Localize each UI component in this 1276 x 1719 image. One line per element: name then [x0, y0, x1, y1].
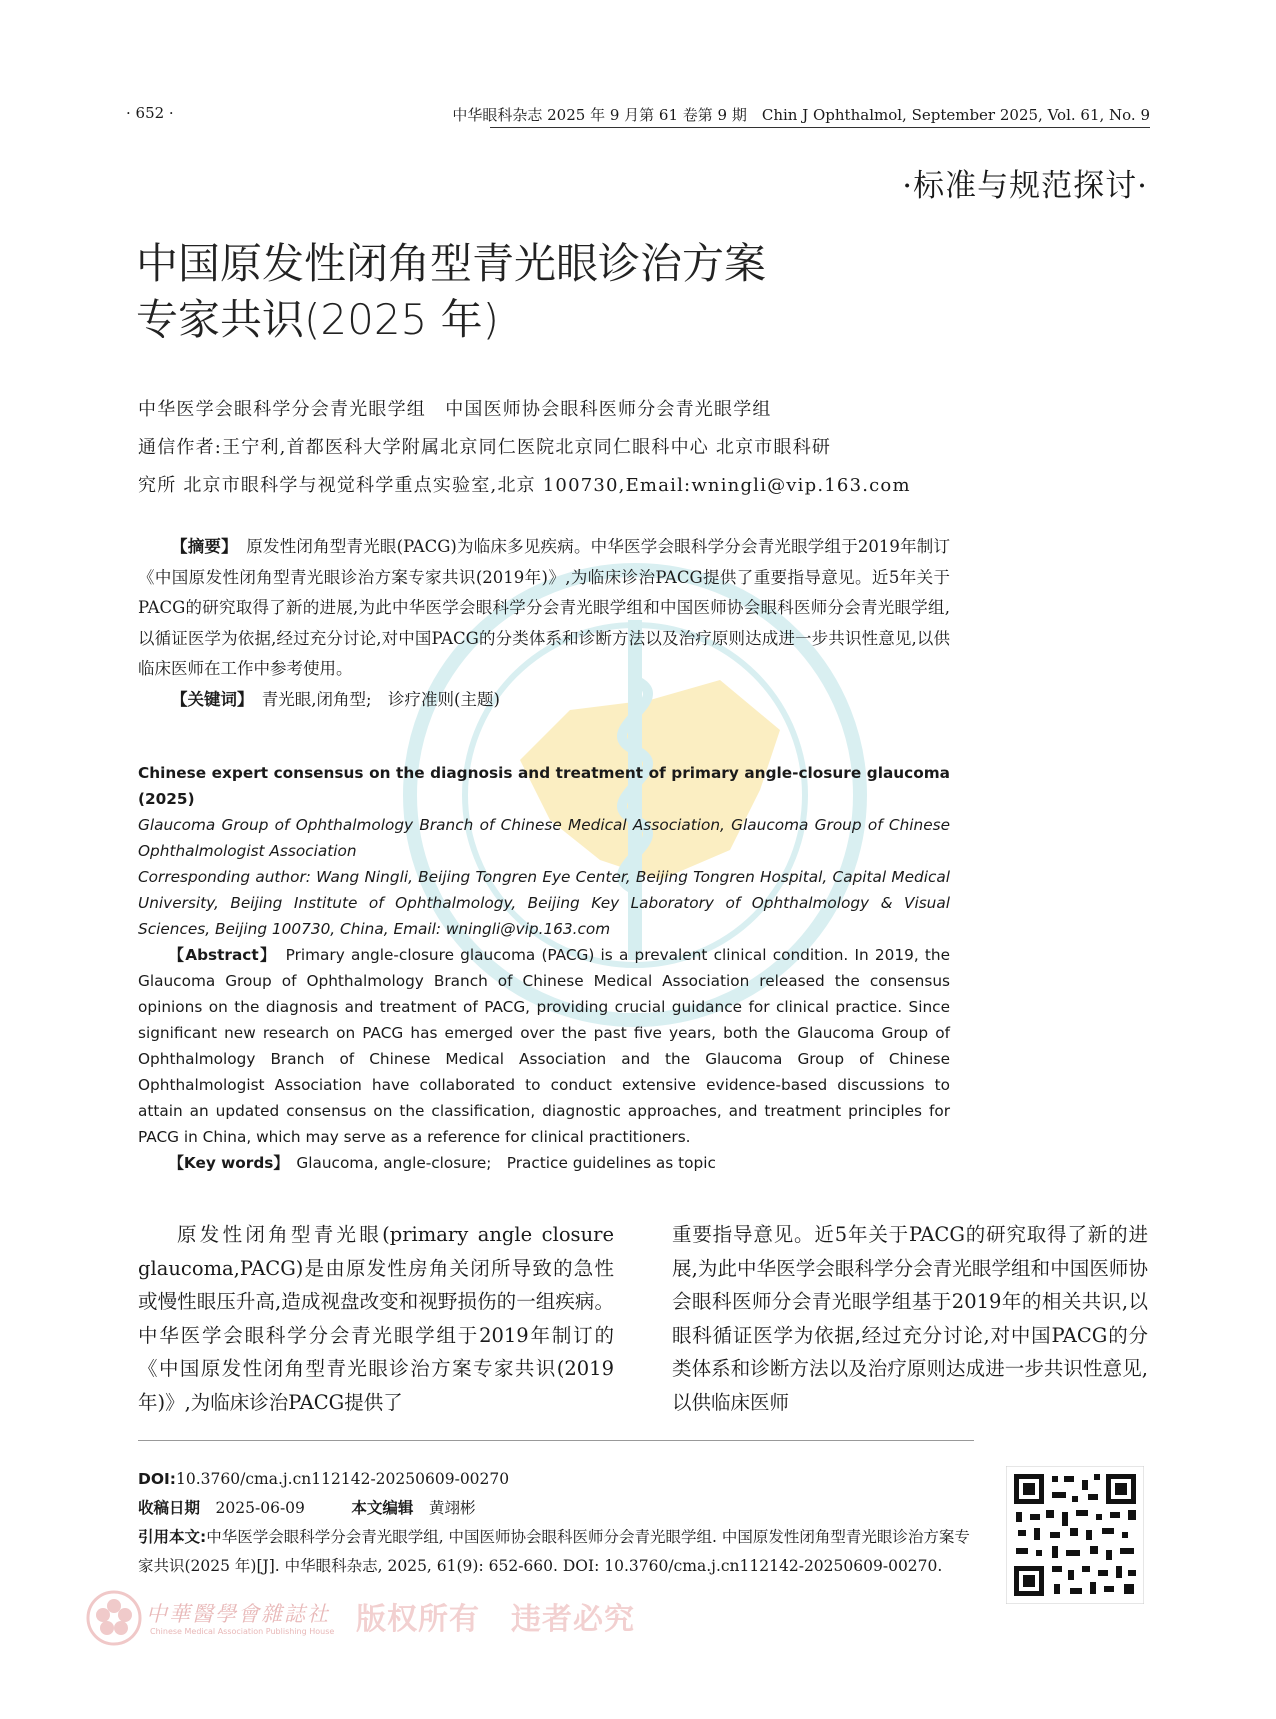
- received-date: 2025-06-09: [215, 1499, 305, 1517]
- abstract-text: 原发性闭角型青光眼(PACG)为临床多见疾病。中华医学会眼科学分会青光眼学组于2019年制订《中国原发性闭角型青光眼诊治方案专家共识(2019年)》,为临床诊治PACG提供了重要指导意见。近5年关于PACG的研究取得了新的进展,为此中华医学会眼科学分会青光眼学组和中国医师协会眼科医师分会青光眼学组,以循证医学为依据,经过充分讨论,对中国PACG的分类体系和诊断方法以及治疗原则达成进一步共识性意见,以供临床医师在工作中参考使用。: [138, 537, 951, 678]
- publisher-name-en: Chinese Medical Association Publishing House: [150, 1627, 335, 1636]
- publisher-logo-icon: [86, 1590, 142, 1646]
- english-corresponding: Corresponding author: Wang Ningli, Beijing Tongren Eye Center, Beijing Tongren Hospital, Capital Medical University, Beijing Institute of Ophthalmology, Beijing Key Laboratory of Ophthalmology & Visual Sciences, Beijing 100730, China, Email: wningli@vip.163.com: [138, 868, 950, 938]
- qr-code-icon: [1006, 1466, 1144, 1604]
- body-column-left: [138, 1218, 614, 1419]
- journal-citation-header: 中华眼科杂志 2025 年 9 月第 61 卷第 9 期 Chin J Ophthalmol, September 2025, Vol. 61, No. 9: [452, 106, 1150, 124]
- doi-value: 10.3760/cma.j.cn112142-20250609-00270: [176, 1470, 510, 1488]
- editor-name: 黄翊彬: [428, 1499, 476, 1517]
- body-paragraph-left: 原发性闭角型青光眼(primary angle closure glaucoma,PACG)是由原发性房角关闭所导致的急性或慢性眼压升高,造成视盘改变和视野损伤的一组疾病。中华医学会眼科学分会青光眼学组于2019年制订的《中国原发性闭角型青光眼诊治方案专家共识(2019年)》,为临床诊治PACG提供了: [138, 1223, 614, 1414]
- received-label: 收稿日期: [138, 1499, 201, 1517]
- english-keywords-label: 【Key words】: [168, 1154, 282, 1172]
- title-line-1: 中国原发性闭角型青光眼诊治方案: [136, 239, 767, 288]
- footnote-block: [138, 1465, 978, 1581]
- publisher-name: 中華醫學會雜誌社: [146, 1602, 330, 1626]
- english-abstract-label: 【Abstract】: [168, 946, 270, 964]
- keywords-text: 青光眼,闭角型; 诊疗准则(主题): [261, 689, 500, 709]
- column-title: ·标准与规范探讨·: [902, 168, 1148, 204]
- cite-text: 中华医学会眼科学分会青光眼学组, 中国医师协会眼科医师分会青光眼学组. 中国原发性闭角型青光眼诊治方案专家共识(2025 年)[J]. 中华眼科杂志, 2025, 61(9): 652-660. DOI: 10.3760/cma.j.cn112142-20250609-00270.: [138, 1528, 970, 1575]
- body-column-right: [672, 1218, 1148, 1419]
- editor-label: 本文编辑: [351, 1499, 414, 1517]
- english-title: Chinese expert consensus on the diagnosis and treatment of primary angle-closure glaucoma (2025): [138, 764, 950, 808]
- english-keywords-text: Glaucoma, angle-closure; Practice guidelines as topic: [296, 1154, 716, 1172]
- corresponding-line-1: 通信作者:王宁利,首都医科大学附属北京同仁医院北京同仁眼科中心 北京市眼科研: [138, 437, 832, 458]
- footnote-rule: [138, 1440, 974, 1441]
- header-rule: [490, 127, 1150, 128]
- author-block: [138, 391, 958, 505]
- abstract-label: 【摘要】: [171, 537, 230, 556]
- author-groups: 中华医学会眼科学分会青光眼学组 中国医师协会眼科医师分会青光眼学组: [138, 399, 772, 420]
- english-abstract-block: [138, 760, 950, 1176]
- english-abstract-text: Primary angle-closure glaucoma (PACG) is a prevalent clinical condition. In 2019, the Glaucoma Group of Ophthalmology Branch of Chinese Medical Association released the consensus opinions on the diagnosis and treatment of PACG, providing crucial guidance for clinical practice. Since significant new research on PACG has emerged over the past five years, both the Glaucoma Group of Ophthalmology Branch of Chinese Medical Association and the Glaucoma Group of Chinese Ophthalmologist Association have collaborated to conduct extensive evidence-based discussions to attain an updated consensus on the classification, diagnostic approaches, and treatment principles for PACG in China, which may serve as a reference for clinical practitioners.: [138, 946, 950, 1146]
- english-groups: Glaucoma Group of Ophthalmology Branch of Chinese Medical Association, Glaucoma Group of Chinese Ophthalmologist Association: [138, 816, 950, 860]
- keywords-label: 【关键词】: [171, 689, 246, 709]
- rights-notice: 版权所有 违者必究: [356, 1602, 635, 1637]
- title-line-2: 专家共识(2025 年): [136, 295, 500, 344]
- cite-label: 引用本文:: [138, 1528, 207, 1546]
- page-number: · 652 ·: [126, 104, 174, 122]
- article-title: [136, 236, 766, 348]
- corresponding-line-2: 究所 北京市眼科学与视觉科学重点实验室,北京 100730,Email:wningli@vip.163.com: [138, 475, 911, 496]
- body-paragraph-right: 重要指导意见。近5年关于PACG的研究取得了新的进展,为此中华医学会眼科学分会青光眼学组和中国医师协会眼科医师分会青光眼学组基于2019年的相关共识,以眼科循证医学为依据,经过充分讨论,对中国PACG的分类体系和诊断方法以及治疗原则达成进一步共识性意见,以供临床医师: [672, 1223, 1148, 1414]
- abstract-chinese: [138, 532, 950, 715]
- doi-label: DOI:: [138, 1470, 177, 1488]
